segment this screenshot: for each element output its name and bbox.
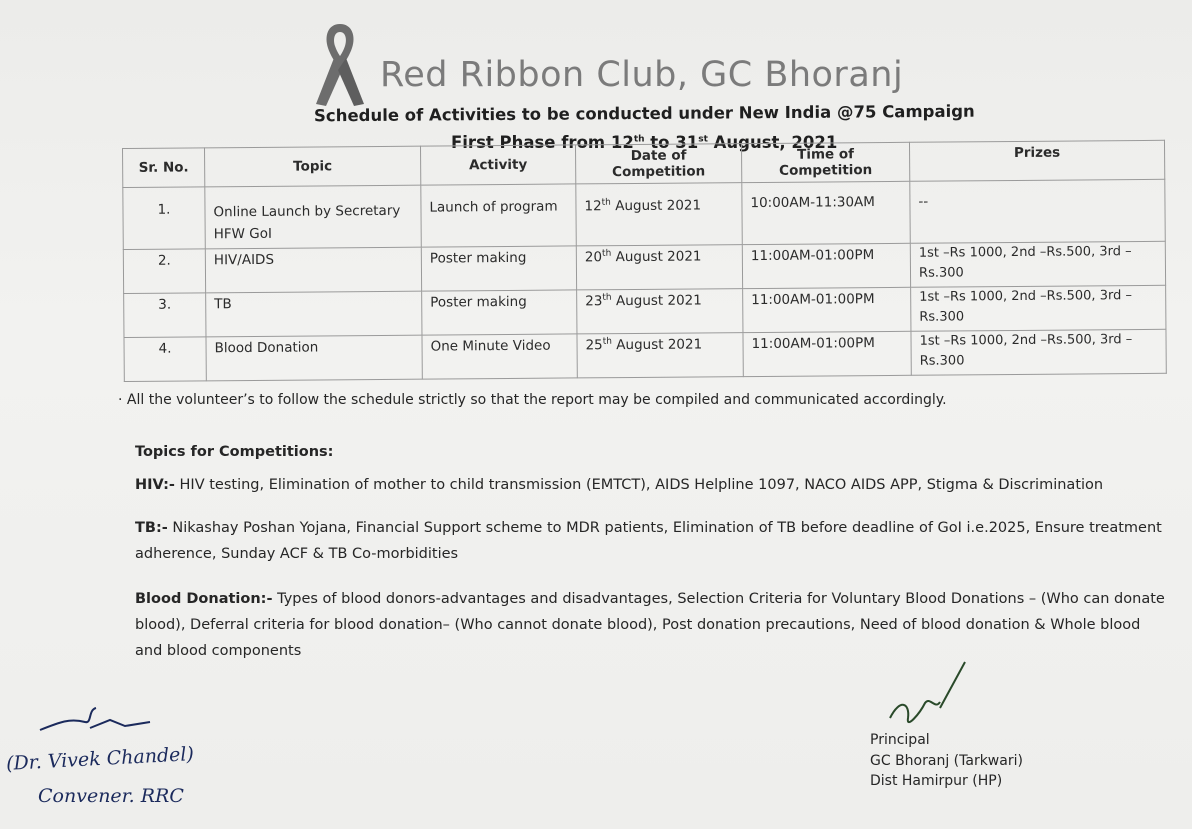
- cell-date: 23th August 2021: [577, 289, 743, 334]
- cell-time: 11:00AM-01:00PM: [742, 243, 910, 288]
- cell-sr: 3.: [124, 293, 206, 338]
- cell-date: 25th August 2021: [577, 333, 743, 378]
- col-header-topic: Topic: [205, 146, 421, 187]
- cell-prize: 1st –Rs 1000, 2nd –Rs.500, 3rd – Rs.300: [911, 285, 1166, 331]
- table-row: [124, 329, 1166, 381]
- org-name: Red Ribbon Club, GC Bhoranj: [380, 55, 904, 95]
- cell-activity: Poster making: [421, 246, 576, 291]
- principal-signature-icon: [880, 658, 980, 738]
- phase-title: First Phase from 12th to 31st August, 2021: [451, 133, 838, 152]
- principal-title: Principal: [870, 732, 930, 748]
- convener-title: Convener. RRC: [38, 785, 184, 807]
- cell-prize: --: [910, 179, 1165, 243]
- schedule-note: · All the volunteer’s to follow the schedule strictly so that the report may be compiled and communicated accordingly.: [118, 392, 947, 408]
- topic-blood-donation: Blood Donation:- Types of blood donors-advantages and disadvantages, Selection Criteria for Voluntary Blood Donations – (Who can donate blood), Deferral criteria for blood donation– (Who cannot donate blood), Post donation precautions, Need of blood donation & Whole blood and blood components: [135, 591, 1165, 659]
- cell-topic: HIV/AIDS: [205, 247, 421, 293]
- table-row: [123, 179, 1165, 249]
- cell-date: 20th August 2021: [576, 245, 742, 290]
- cell-sr: 1.: [123, 187, 205, 250]
- cell-date: 12th August 2021: [576, 183, 742, 246]
- cell-time: 11:00AM-01:00PM: [743, 287, 911, 332]
- topic-tb: TB:- Nikashay Poshan Yojana, Financial Support scheme to MDR patients, Elimination of TB before deadline of GoI i.e.2025, Ensure treatment adherence, Sunday ACF & TB Co-morbidities: [135, 520, 1162, 562]
- cell-time: 10:00AM-11:30AM: [742, 181, 910, 244]
- col-header-activity: Activity: [420, 145, 575, 185]
- cell-prize: 1st –Rs 1000, 2nd –Rs.500, 3rd – Rs.300: [911, 329, 1166, 375]
- cell-activity: Launch of program: [421, 184, 576, 247]
- col-header-prizes: Prizes: [909, 140, 1164, 181]
- principal-block: [870, 730, 1023, 792]
- convener-name: (Dr. Vivek Chandel): [5, 743, 195, 775]
- handwritten-signature-icon: [30, 700, 170, 740]
- topic-hiv: HIV:- HIV testing, Elimination of mother to child transmission (EMTCT), AIDS Helpline 1097, NACO AIDS APP, Stigma & Discrimination: [135, 477, 1104, 493]
- cell-topic: TB: [206, 291, 422, 337]
- col-header-date: Date of Competition: [575, 144, 741, 184]
- cell-prize: 1st –Rs 1000, 2nd –Rs.500, 3rd – Rs.300: [910, 241, 1165, 287]
- cell-topic: Blood Donation: [206, 335, 422, 381]
- cell-sr: 2.: [123, 249, 205, 294]
- red-ribbon-logo-icon: [310, 18, 370, 110]
- convener-signature-block: [0, 700, 260, 820]
- col-header-sr: Sr. No.: [123, 148, 205, 188]
- col-header-time: Time of Competition: [741, 142, 909, 182]
- cell-time: 11:00AM-01:00PM: [743, 331, 911, 376]
- schedule-table: [122, 140, 1166, 380]
- topics-heading: Topics for Competitions:: [135, 444, 334, 460]
- schedule-title: Schedule of Activities to be conducted under New India @75 Campaign: [313, 101, 975, 126]
- cell-topic: Online Launch by Secretary HFW GoI: [205, 185, 421, 249]
- cell-sr: 4.: [124, 337, 206, 382]
- principal-college: GC Bhoranj (Tarkwari): [870, 752, 1023, 769]
- cell-activity: One Minute Video: [422, 334, 577, 379]
- cell-activity: Poster making: [422, 290, 577, 335]
- principal-district: Dist Hamirpur (HP): [870, 773, 1003, 789]
